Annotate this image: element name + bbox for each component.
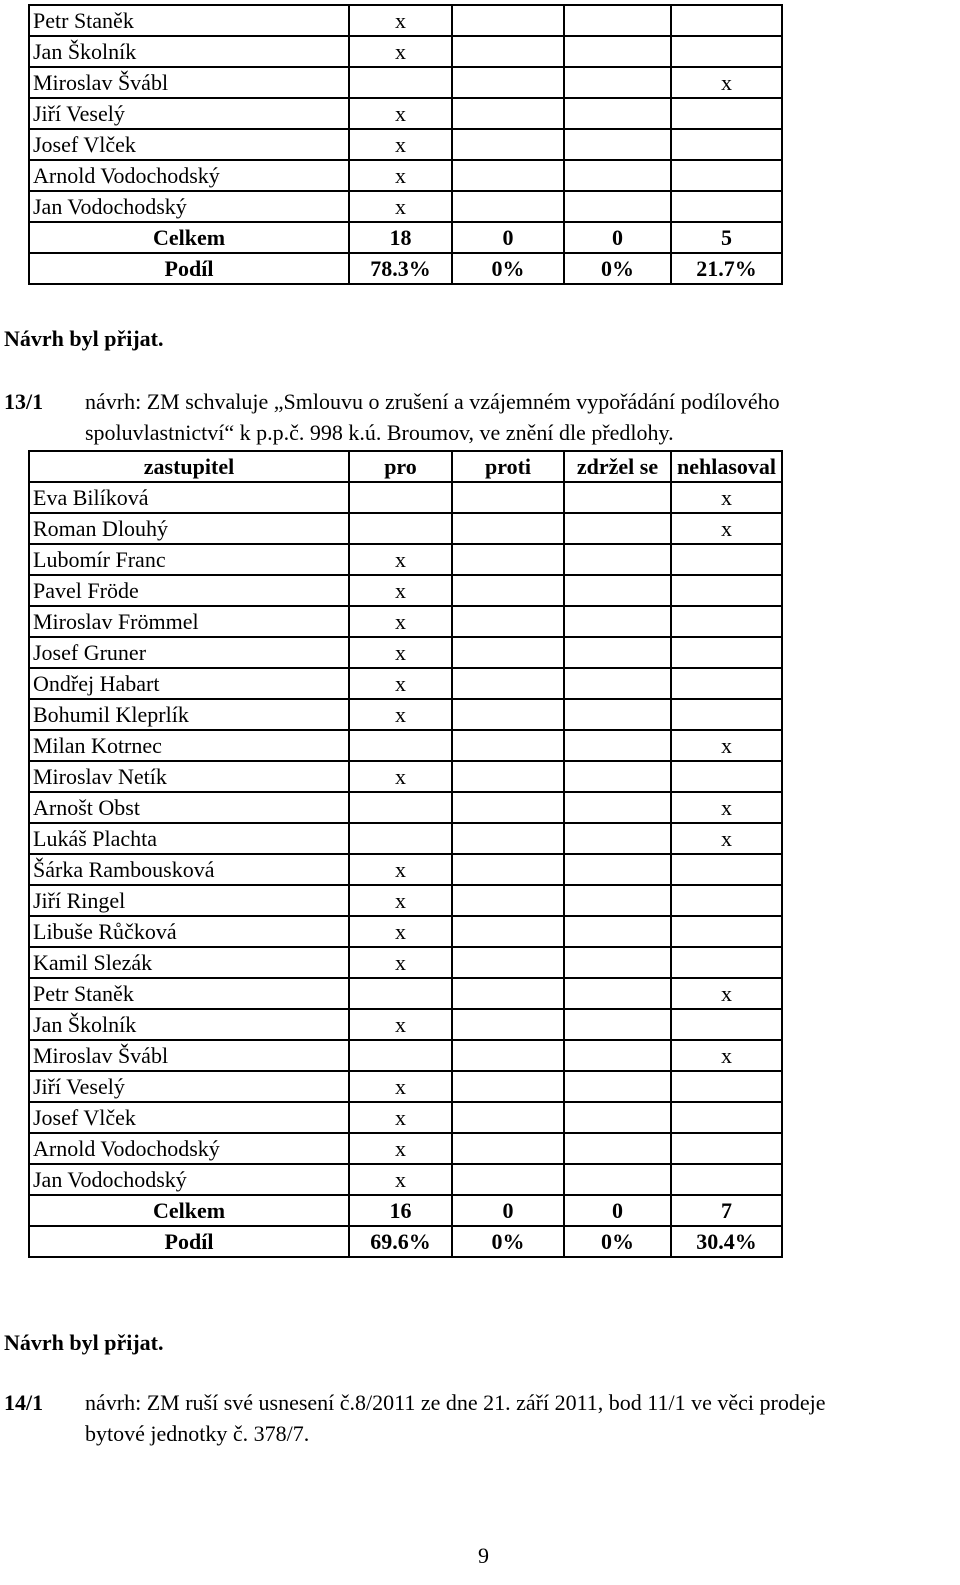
vote-pro: x <box>349 544 452 575</box>
table-row <box>29 5 782 36</box>
vote-nehlasoval <box>671 1009 782 1040</box>
header-pro: pro <box>349 451 452 482</box>
vote-nehlasoval: x <box>671 792 782 823</box>
vote-proti <box>452 637 564 668</box>
member-name: Petr Staněk <box>29 978 349 1009</box>
item-text-line1: návrh: ZM ruší své usnesení č.8/2011 ze dne 21. září 2011, bod 11/1 ve věci prodeje <box>85 1390 826 1415</box>
table-row <box>29 98 782 129</box>
header-row <box>29 451 782 482</box>
share-proti: 0% <box>452 1226 564 1257</box>
vote-nehlasoval <box>671 668 782 699</box>
vote-proti <box>452 160 564 191</box>
vote-zdrzel <box>564 191 671 222</box>
vote-nehlasoval: x <box>671 482 782 513</box>
table-row <box>29 1133 782 1164</box>
vote-zdrzel <box>564 978 671 1009</box>
member-name: Pavel Fröde <box>29 575 349 606</box>
result-text: Návrh byl přijat. <box>4 1330 164 1355</box>
member-name: Jan Vodochodský <box>29 1164 349 1195</box>
vote-pro <box>349 823 452 854</box>
header-zdrzel: zdržel se <box>564 451 671 482</box>
item-number: 14/1 <box>4 1390 44 1415</box>
vote-table <box>28 450 783 1258</box>
table-row <box>29 916 782 947</box>
table-row <box>29 947 782 978</box>
vote-proti <box>452 761 564 792</box>
vote-pro: x <box>349 885 452 916</box>
vote-proti <box>452 978 564 1009</box>
member-name: Miroslav Švábl <box>29 67 349 98</box>
vote-proti <box>452 916 564 947</box>
member-name: Miroslav Švábl <box>29 1040 349 1071</box>
total-nehlasoval: 7 <box>671 1195 782 1226</box>
vote-proti <box>452 98 564 129</box>
member-name: Roman Dlouhý <box>29 513 349 544</box>
table-row <box>29 668 782 699</box>
table-row <box>29 482 782 513</box>
table-row <box>29 129 782 160</box>
vote-nehlasoval: x <box>671 823 782 854</box>
share-label: Podíl <box>29 1226 349 1257</box>
vote-nehlasoval <box>671 761 782 792</box>
vote-nehlasoval <box>671 699 782 730</box>
member-name: Jiří Veselý <box>29 1071 349 1102</box>
total-zdrzel: 0 <box>564 1195 671 1226</box>
share-zdrzel: 0% <box>564 253 671 284</box>
share-zdrzel: 0% <box>564 1226 671 1257</box>
vote-pro: x <box>349 191 452 222</box>
vote-zdrzel <box>564 792 671 823</box>
vote-proti <box>452 5 564 36</box>
vote-nehlasoval <box>671 854 782 885</box>
header-nehlasoval: nehlasoval <box>671 451 782 482</box>
table-row <box>29 1040 782 1071</box>
vote-proti <box>452 36 564 67</box>
share-proti: 0% <box>452 253 564 284</box>
member-name: Jan Vodochodský <box>29 191 349 222</box>
vote-pro: x <box>349 129 452 160</box>
vote-pro: x <box>349 1071 452 1102</box>
member-name: Jiří Veselý <box>29 98 349 129</box>
total-zdrzel: 0 <box>564 222 671 253</box>
table-row <box>29 978 782 1009</box>
total-proti: 0 <box>452 222 564 253</box>
table-row <box>29 1071 782 1102</box>
member-name: Eva Bilíková <box>29 482 349 513</box>
vote-nehlasoval <box>671 1102 782 1133</box>
vote-nehlasoval <box>671 606 782 637</box>
member-name: Josef Gruner <box>29 637 349 668</box>
vote-proti <box>452 668 564 699</box>
vote-nehlasoval <box>671 1133 782 1164</box>
vote-zdrzel <box>564 730 671 761</box>
vote-zdrzel <box>564 761 671 792</box>
vote-proti <box>452 792 564 823</box>
vote-zdrzel <box>564 854 671 885</box>
vote-proti <box>452 513 564 544</box>
table-row <box>29 885 782 916</box>
vote-proti <box>452 606 564 637</box>
vote-pro: x <box>349 637 452 668</box>
member-name: Libuše Růčková <box>29 916 349 947</box>
table-row <box>29 730 782 761</box>
member-name: Šárka Rambousková <box>29 854 349 885</box>
vote-nehlasoval <box>671 885 782 916</box>
vote-pro: x <box>349 5 452 36</box>
table-row <box>29 637 782 668</box>
member-name: Josef Vlček <box>29 1102 349 1133</box>
vote-zdrzel <box>564 699 671 730</box>
member-name: Jan Školník <box>29 1009 349 1040</box>
member-name: Josef Vlček <box>29 129 349 160</box>
table-row <box>29 575 782 606</box>
vote-nehlasoval: x <box>671 513 782 544</box>
vote-pro: x <box>349 668 452 699</box>
vote-proti <box>452 1133 564 1164</box>
table-row <box>29 1009 782 1040</box>
vote-zdrzel <box>564 160 671 191</box>
vote-zdrzel <box>564 823 671 854</box>
vote-proti <box>452 1102 564 1133</box>
vote-nehlasoval <box>671 544 782 575</box>
vote-nehlasoval <box>671 36 782 67</box>
share-nehlasoval: 30.4% <box>671 1226 782 1257</box>
share-row <box>29 1226 782 1257</box>
vote-nehlasoval <box>671 1164 782 1195</box>
vote-pro <box>349 792 452 823</box>
table-row <box>29 67 782 98</box>
vote-pro: x <box>349 1102 452 1133</box>
vote-nehlasoval: x <box>671 978 782 1009</box>
table-row <box>29 160 782 191</box>
vote-pro: x <box>349 36 452 67</box>
vote-proti <box>452 823 564 854</box>
member-name: Petr Staněk <box>29 5 349 36</box>
total-nehlasoval: 5 <box>671 222 782 253</box>
share-label: Podíl <box>29 253 349 284</box>
vote-proti <box>452 1164 564 1195</box>
result-text: Návrh byl přijat. <box>4 326 164 351</box>
vote-nehlasoval <box>671 947 782 978</box>
member-name: Miroslav Frömmel <box>29 606 349 637</box>
share-pro: 78.3% <box>349 253 452 284</box>
vote-nehlasoval <box>671 160 782 191</box>
vote-nehlasoval <box>671 191 782 222</box>
vote-proti <box>452 885 564 916</box>
member-name: Arnold Vodochodský <box>29 1133 349 1164</box>
table-row <box>29 823 782 854</box>
vote-nehlasoval <box>671 575 782 606</box>
table-row <box>29 191 782 222</box>
vote-pro: x <box>349 761 452 792</box>
header-proti: proti <box>452 451 564 482</box>
member-name: Arnošt Obst <box>29 792 349 823</box>
vote-zdrzel <box>564 1071 671 1102</box>
member-name: Miroslav Netík <box>29 761 349 792</box>
vote-proti <box>452 947 564 978</box>
vote-pro: x <box>349 1164 452 1195</box>
share-nehlasoval: 21.7% <box>671 253 782 284</box>
vote-zdrzel <box>564 129 671 160</box>
vote-pro: x <box>349 916 452 947</box>
table-row <box>29 513 782 544</box>
member-name: Jiří Ringel <box>29 885 349 916</box>
vote-pro: x <box>349 160 452 191</box>
vote-pro <box>349 978 452 1009</box>
vote-zdrzel <box>564 1040 671 1071</box>
vote-proti <box>452 699 564 730</box>
vote-table-previous <box>28 4 783 285</box>
member-name: Milan Kotrnec <box>29 730 349 761</box>
header-zastupitel: zastupitel <box>29 451 349 482</box>
vote-zdrzel <box>564 947 671 978</box>
item-text-line1: návrh: ZM schvaluje „Smlouvu o zrušení a vzájemném vypořádání podílového <box>85 389 780 414</box>
member-name: Arnold Vodochodský <box>29 160 349 191</box>
vote-pro: x <box>349 98 452 129</box>
vote-pro <box>349 513 452 544</box>
vote-zdrzel <box>564 544 671 575</box>
vote-zdrzel <box>564 668 671 699</box>
member-name: Bohumil Kleprlík <box>29 699 349 730</box>
vote-nehlasoval <box>671 1071 782 1102</box>
vote-pro: x <box>349 947 452 978</box>
vote-proti <box>452 1040 564 1071</box>
vote-proti <box>452 575 564 606</box>
vote-pro: x <box>349 1009 452 1040</box>
vote-zdrzel <box>564 916 671 947</box>
vote-zdrzel <box>564 637 671 668</box>
total-row <box>29 222 782 253</box>
total-row <box>29 1195 782 1226</box>
vote-zdrzel <box>564 1133 671 1164</box>
page-number: 9 <box>478 1543 489 1568</box>
member-name: Lubomír Franc <box>29 544 349 575</box>
vote-proti <box>452 1071 564 1102</box>
total-label: Celkem <box>29 222 349 253</box>
vote-pro: x <box>349 854 452 885</box>
total-label: Celkem <box>29 1195 349 1226</box>
table-row <box>29 854 782 885</box>
vote-pro: x <box>349 575 452 606</box>
table-row <box>29 606 782 637</box>
vote-nehlasoval <box>671 916 782 947</box>
vote-nehlasoval <box>671 637 782 668</box>
vote-pro <box>349 1040 452 1071</box>
vote-zdrzel <box>564 513 671 544</box>
vote-zdrzel <box>564 5 671 36</box>
vote-proti <box>452 129 564 160</box>
table-row <box>29 761 782 792</box>
vote-proti <box>452 482 564 513</box>
share-pro: 69.6% <box>349 1226 452 1257</box>
vote-zdrzel <box>564 1102 671 1133</box>
vote-proti <box>452 730 564 761</box>
vote-zdrzel <box>564 98 671 129</box>
vote-zdrzel <box>564 36 671 67</box>
vote-pro <box>349 67 452 98</box>
table-row <box>29 699 782 730</box>
item-text-line2: spoluvlastnictví“ k p.p.č. 998 k.ú. Broumov, ve znění dle předlohy. <box>85 420 674 445</box>
share-row <box>29 253 782 284</box>
vote-zdrzel <box>564 1164 671 1195</box>
vote-zdrzel <box>564 575 671 606</box>
member-name: Kamil Slezák <box>29 947 349 978</box>
vote-proti <box>452 854 564 885</box>
member-name: Ondřej Habart <box>29 668 349 699</box>
vote-nehlasoval <box>671 129 782 160</box>
member-name: Lukáš Plachta <box>29 823 349 854</box>
vote-proti <box>452 191 564 222</box>
total-pro: 16 <box>349 1195 452 1226</box>
vote-zdrzel <box>564 885 671 916</box>
item-number: 13/1 <box>4 389 44 414</box>
vote-pro <box>349 730 452 761</box>
total-pro: 18 <box>349 222 452 253</box>
table-row <box>29 792 782 823</box>
vote-nehlasoval: x <box>671 1040 782 1071</box>
vote-nehlasoval <box>671 98 782 129</box>
vote-pro: x <box>349 1133 452 1164</box>
member-name: Jan Školník <box>29 36 349 67</box>
table-row <box>29 544 782 575</box>
vote-zdrzel <box>564 67 671 98</box>
vote-nehlasoval <box>671 5 782 36</box>
vote-pro: x <box>349 606 452 637</box>
vote-nehlasoval: x <box>671 67 782 98</box>
table-row <box>29 1102 782 1133</box>
table-row <box>29 1164 782 1195</box>
vote-proti <box>452 544 564 575</box>
vote-pro <box>349 482 452 513</box>
vote-zdrzel <box>564 606 671 637</box>
item-text-line2: bytové jednotky č. 378/7. <box>85 1421 310 1446</box>
total-proti: 0 <box>452 1195 564 1226</box>
vote-pro: x <box>349 699 452 730</box>
vote-proti <box>452 1009 564 1040</box>
vote-nehlasoval: x <box>671 730 782 761</box>
table-row <box>29 36 782 67</box>
vote-zdrzel <box>564 1009 671 1040</box>
vote-zdrzel <box>564 482 671 513</box>
vote-proti <box>452 67 564 98</box>
